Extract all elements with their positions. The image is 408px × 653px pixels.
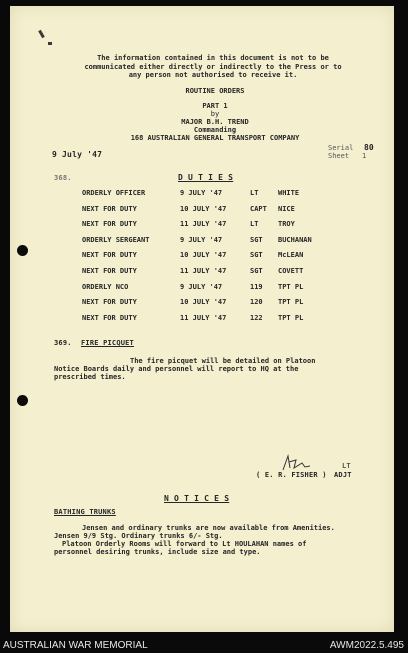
pencil-mark	[38, 30, 45, 38]
orders-part: PART 1	[202, 102, 228, 110]
fire-picquet-title: FIRE PICQUET	[81, 339, 134, 347]
signature-suffix: ADJT	[334, 471, 352, 479]
fire-picquet-text-2: Notice Boards daily and personnel will report to HQ at the	[54, 365, 299, 373]
duty-person: TPT PL	[278, 298, 304, 307]
bathing-trunks-line-1: Jensen and ordinary trunks are now available from Amenities.	[82, 524, 335, 532]
sheet-label: Sheet	[328, 152, 350, 160]
duty-rank: SGT	[250, 267, 263, 275]
duty-rank: LT	[250, 189, 259, 197]
sheet-value: 1	[362, 152, 367, 160]
duty-name: NEXT FOR DUTY	[82, 313, 137, 322]
duty-name: ORDERLY SERGEANT	[82, 235, 150, 244]
orders-title: ROUTINE ORDERS	[185, 87, 245, 95]
duty-date: 9 JULY '47	[180, 189, 223, 197]
duty-person: WHITE	[278, 189, 300, 197]
accession-number: AWM2022.5.495	[329, 640, 404, 651]
fire-picquet-number: 369.	[54, 339, 72, 347]
bathing-trunks-line-3: Platoon Orderly Rooms will forward to Lt HOULAHAN names of	[62, 540, 307, 548]
duty-person: NICE	[278, 204, 295, 213]
duty-person: COVETT	[278, 267, 304, 275]
duty-rank: 120	[250, 298, 263, 307]
duty-name: ORDERLY OFFICER	[82, 189, 146, 197]
duty-date: 11 JULY '47	[180, 313, 227, 322]
duty-name: NEXT FOR DUTY	[82, 298, 137, 307]
duty-date: 11 JULY '47	[180, 267, 227, 275]
serial-value: 80	[364, 143, 374, 152]
document-page	[10, 6, 394, 632]
fire-picquet-text-1: The fire picquet will be detailed on Platoon	[130, 357, 316, 365]
bathing-trunks-line-2: Jensen 9/9 Stg. Ordinary trunks 6/- Stg.	[54, 532, 223, 540]
duty-name: NEXT FOR DUTY	[82, 251, 137, 260]
duty-person: TROY	[278, 220, 295, 229]
duty-name: NEXT FOR DUTY	[82, 204, 137, 213]
duty-person: TPT PL	[278, 282, 304, 291]
duties-number: 368.	[54, 174, 72, 182]
duty-rank: LT	[250, 220, 259, 229]
duty-date: 10 JULY '47	[180, 298, 227, 307]
duty-date: 9 JULY '47	[180, 282, 223, 291]
duty-date: 9 JULY '47	[180, 235, 223, 244]
archive-footer	[0, 638, 408, 653]
duty-name: NEXT FOR DUTY	[82, 267, 137, 275]
duty-date: 10 JULY '47	[180, 204, 227, 213]
signature-name: ( E. R. FISHER )	[256, 471, 327, 479]
punch-hole	[17, 395, 28, 406]
bathing-trunks-title: BATHING TRUNKS	[54, 508, 116, 516]
duty-rank: 119	[250, 282, 263, 291]
duty-person: TPT PL	[278, 313, 304, 322]
duty-rank: SGT	[250, 235, 263, 244]
bathing-trunks-line-4: personnel desiring trunks, include size and type.	[54, 548, 261, 556]
duty-rank: 122	[250, 313, 263, 322]
pencil-mark	[48, 42, 52, 45]
punch-hole	[17, 245, 28, 256]
orders-unit: 168 AUSTRALIAN GENERAL TRANSPORT COMPANY	[130, 134, 300, 142]
duty-rank: CAPT	[250, 204, 267, 213]
archive-source: AUSTRALIAN WAR MEMORIAL	[3, 640, 148, 651]
signature-rank: LT	[342, 462, 351, 470]
duty-person: McLEAN	[278, 251, 304, 260]
orders-role: Commanding	[193, 126, 237, 134]
duty-name: NEXT FOR DUTY	[82, 220, 137, 229]
orders-officer: MAJOR B.H. TREND	[181, 118, 249, 126]
duties-title: D U T I E S	[178, 173, 234, 182]
orders-by: by	[210, 110, 220, 118]
orders-date: 9 July '47	[52, 150, 103, 159]
duty-date: 11 JULY '47	[180, 220, 227, 229]
security-notice: The information contained in this document is not to be communicated either directly or indirectly to the Press or to any person not authorised to receive it.	[84, 54, 342, 79]
notices-title: N O T I C E S	[164, 494, 230, 503]
duty-rank: SGT	[250, 251, 263, 260]
duty-date: 10 JULY '47	[180, 251, 227, 260]
duty-name: ORDERLY NCO	[82, 282, 129, 291]
duty-person: BUCHANAN	[278, 235, 312, 244]
serial-label: Serial	[328, 144, 354, 152]
fire-picquet-text-3: prescribed times.	[54, 373, 126, 381]
